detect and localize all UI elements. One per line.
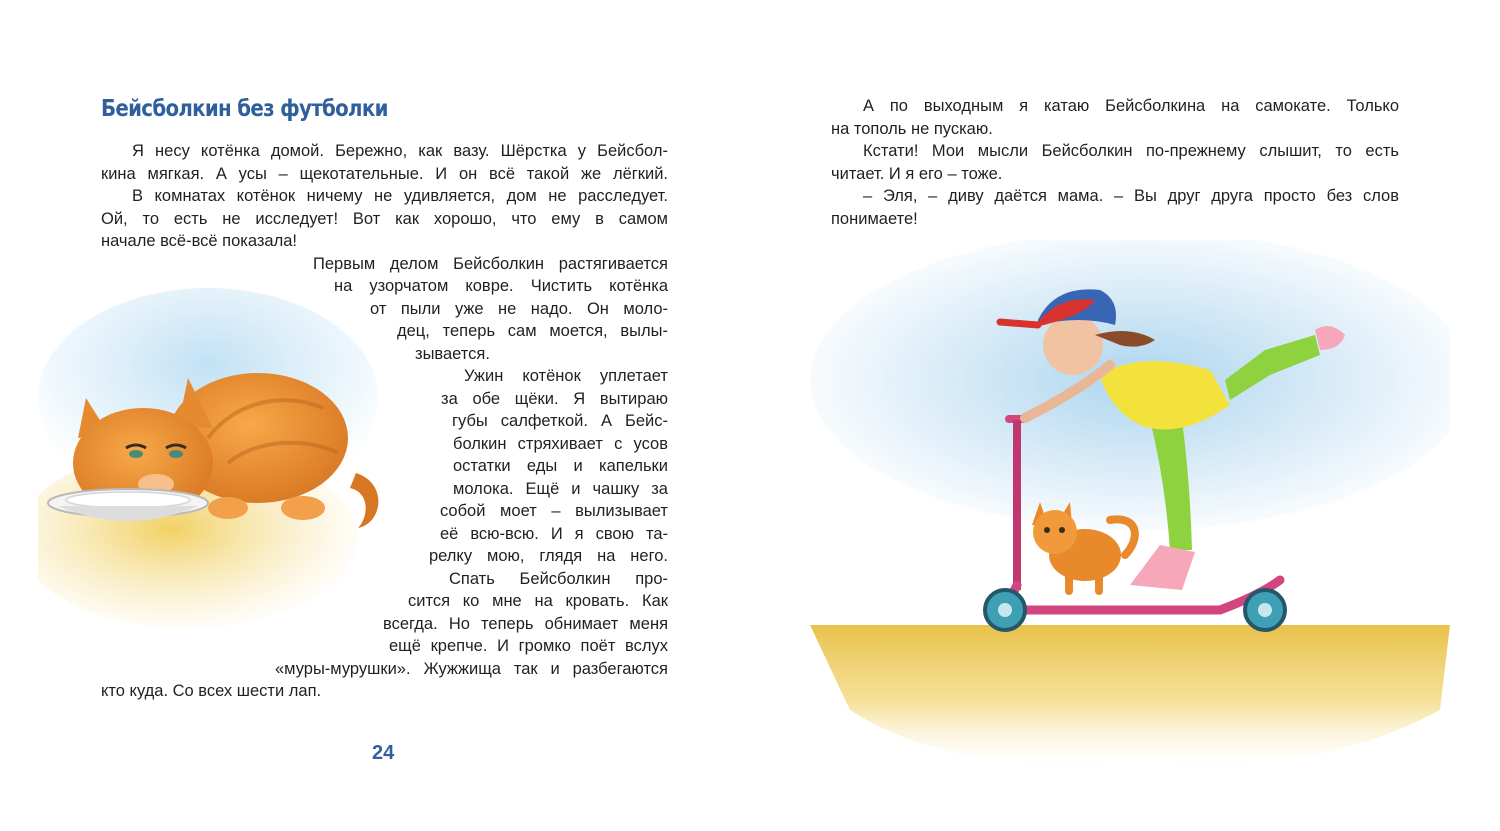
text-line: на тополь не пускаю. [831, 119, 993, 138]
girl-scooter-illustration [810, 240, 1450, 800]
text-line: Первым делом Бейсболкин растягивается [313, 254, 668, 273]
text-line: её всю-всю. И я свою та- [440, 524, 668, 543]
page-number: 24 [372, 742, 395, 764]
kitten-illustration [38, 288, 390, 628]
text-line: – Эля, – диву даётся мама. – Вы друг друга просто без слов [863, 187, 1399, 205]
text-line: губы салфеткой. А Бейс- [452, 412, 668, 430]
text-line: на узорчатом ковре. Чистить котёнка [334, 277, 668, 295]
text-line: зывается. [415, 344, 490, 363]
text-line: от пыли уже не надо. Он моло- [370, 299, 668, 318]
text-line: Спать Бейсболкин про- [449, 569, 668, 588]
text-line: релку мою, глядя на него. [429, 547, 668, 565]
text-line: начале всё-всё показала! [101, 232, 297, 250]
text-line: А по выходным я катаю Бейсболкина на самокате. Только [863, 97, 1399, 115]
text-line: читает. И я его – тоже. [831, 164, 1003, 183]
text-line: Кстати! Мои мысли Бейсболкин по-прежнему слышит, то есть [863, 142, 1399, 160]
text-line: кто куда. Со всех шести лап. [101, 682, 322, 700]
text-line: всегда. Но теперь обнимает меня [383, 614, 668, 633]
text-line: Ой, то есть не исследует! Вот как хорошо, что ему в самом [101, 209, 668, 228]
text-line: ещё крепче. И громко поёт вслух [389, 637, 668, 655]
text-line: «муры-мурушки». Жужжища так и разбегаются [275, 659, 668, 678]
text-line: дец, теперь сам моется, вылы- [397, 322, 668, 340]
text-line: болкин стряхивает с усов [453, 434, 668, 453]
text-line: за обе щёки. Я вытираю [441, 389, 668, 408]
text-line: В комнатах котёнок ничему не удивляется, дом не расследует. [132, 187, 668, 205]
chapter-title: Бейсболкин без футболки [101, 96, 388, 122]
text-line: сится ко мне на кровать. Как [408, 592, 668, 610]
text-line: собой моет – вылизывает [440, 502, 668, 520]
text-line: Я несу котёнка домой. Бережно, как вазу. Шёрстка у Бейсбол- [132, 142, 668, 160]
text-line: остатки еды и капельки [453, 457, 668, 475]
text-line: Ужин котёнок уплетает [464, 367, 668, 385]
text-line: молока. Ещё и чашку за [453, 479, 668, 498]
text-line: кина мягкая. А усы – щекотательные. И он всё такой же лёгкий. [101, 164, 668, 183]
right-page [750, 0, 1500, 831]
text-line: понимаете! [831, 209, 918, 228]
